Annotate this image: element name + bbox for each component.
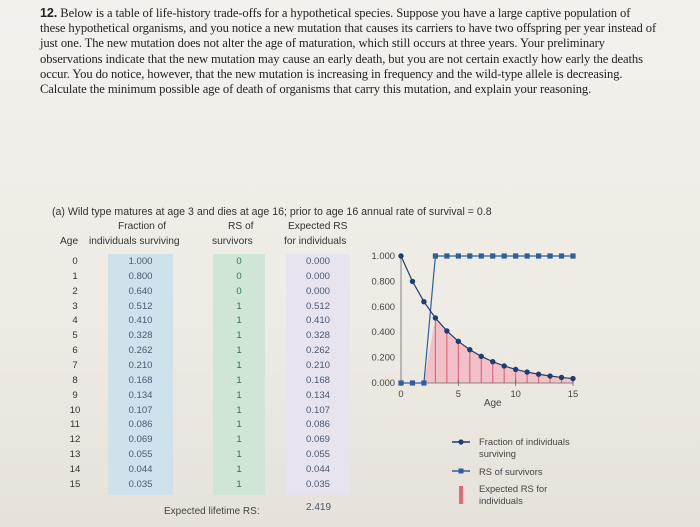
row-0-age: 0 (72, 256, 78, 267)
expected-lifetime-rs-label: Expected lifetime RS: (164, 506, 260, 517)
row-0-fraction: 1.000 (128, 256, 153, 267)
rs-survivors-point-10 (513, 253, 518, 258)
rs-survivors-point-9 (502, 253, 507, 258)
rs-survivors-point-4 (444, 253, 449, 258)
rs-survivors-point-11 (525, 253, 530, 258)
fraction-surviving-point-0 (398, 253, 403, 258)
row-8-rs: 1 (236, 374, 242, 386)
row-5-age: 5 (72, 330, 78, 342)
row-12-age: 12 (69, 434, 81, 446)
header-expected-2: for individuals (284, 236, 347, 247)
row-2-age: 2 (72, 285, 78, 297)
header-rs-1: RS of (228, 221, 254, 232)
row-15-age: 15 (69, 478, 81, 490)
fraction-surviving-point-15 (570, 376, 575, 381)
row-7-age: 7 (72, 359, 78, 371)
y-tick-label-5: 1.000 (371, 250, 395, 261)
header-fraction-1: Fraction of (118, 221, 167, 232)
fraction-surviving-point-4 (444, 328, 449, 333)
row-6-age: 6 (72, 345, 78, 357)
row-4-fraction: 0.410 (128, 315, 153, 327)
row-12-rs: 1 (236, 434, 242, 446)
survival-chart (360, 240, 580, 410)
row-7-expected: 0.210 (305, 359, 330, 371)
fraction-surviving-point-9 (502, 363, 507, 368)
row-6-fraction: 0.262 (128, 345, 153, 357)
row-5-expected: 0.328 (305, 330, 330, 342)
row-5-rs: 1 (236, 330, 242, 342)
row-0-expected: 0.000 (305, 256, 330, 267)
row-3-fraction: 0.512 (128, 300, 153, 312)
row-8-fraction: 0.168 (128, 374, 153, 386)
row-6-rs: 1 (236, 345, 242, 357)
legend-marker-fraction (458, 439, 463, 444)
rs-survivors-point-15 (570, 253, 575, 258)
fraction-surviving-point-1 (410, 279, 415, 284)
fraction-surviving-point-3 (433, 315, 438, 320)
fraction-surviving-point-2 (421, 299, 426, 304)
row-3-rs: 1 (236, 300, 242, 312)
row-4-age: 4 (72, 315, 78, 327)
x-tick-label-2: 10 (510, 388, 521, 399)
fraction-surviving-point-10 (513, 367, 518, 372)
legend-marker-expected (459, 486, 463, 504)
row-9-fraction: 0.134 (128, 389, 153, 401)
y-tick-label-1: 0.200 (371, 351, 395, 363)
row-13-rs: 1 (236, 449, 242, 461)
row-6-expected: 0.262 (305, 345, 330, 357)
question-12 (40, 6, 658, 97)
question-number: 12. (40, 6, 58, 20)
row-9-expected: 0.134 (305, 389, 330, 401)
row-13-fraction: 0.055 (128, 449, 153, 461)
row-4-rs: 1 (236, 315, 242, 327)
row-15-rs: 1 (236, 478, 242, 490)
header-expected-1: Expected RS (288, 221, 348, 232)
legend-label-rs: RS of survivors (479, 466, 543, 477)
fraction-surviving-point-7 (479, 354, 484, 359)
y-tick-label-0: 0.000 (371, 377, 395, 388)
x-tick-label-1: 5 (455, 388, 461, 399)
expected-lifetime-rs-value: 2.419 (306, 502, 332, 513)
header-fraction-2: individuals surviving (89, 236, 180, 247)
x-tick-label-3: 15 (567, 388, 579, 399)
fraction-surviving-point-14 (559, 375, 564, 380)
rs-survivors-point-0 (398, 380, 403, 385)
y-tick-label-2: 0.400 (371, 326, 395, 338)
legend-label-fraction: Fraction of individuals surviving (479, 436, 570, 459)
row-15-expected: 0.035 (305, 478, 330, 490)
row-7-fraction: 0.210 (128, 359, 153, 371)
row-1-age: 1 (72, 270, 78, 282)
rs-survivors-point-2 (421, 380, 426, 385)
row-11-fraction: 0.086 (128, 419, 153, 431)
rs-survivors-point-7 (479, 253, 484, 258)
row-11-rs: 1 (236, 419, 242, 431)
row-4-expected: 0.410 (305, 315, 330, 327)
row-8-expected: 0.168 (305, 374, 330, 386)
row-11-age: 11 (70, 419, 80, 431)
row-14-age: 14 (69, 463, 81, 475)
rs-survivors-point-8 (490, 253, 495, 258)
fraction-surviving-point-13 (547, 373, 552, 378)
row-2-fraction: 0.640 (128, 285, 153, 297)
row-10-expected: 0.107 (305, 404, 330, 416)
fraction-surviving-point-6 (467, 347, 472, 352)
row-12-expected: 0.069 (305, 434, 330, 446)
header-age: Age (60, 236, 79, 247)
row-1-expected: 0.000 (305, 270, 330, 282)
row-9-age: 9 (72, 389, 78, 401)
row-11-expected: 0.086 (305, 419, 330, 431)
rs-survivors-point-14 (559, 253, 564, 258)
row-3-expected: 0.512 (305, 300, 330, 312)
row-10-age: 10 (69, 404, 81, 416)
rs-survivors-point-12 (536, 253, 541, 258)
row-1-rs: 0 (236, 270, 242, 282)
row-13-age: 13 (69, 449, 81, 461)
rs-survivors-point-3 (433, 253, 438, 258)
x-axis-label: Age (483, 398, 502, 409)
row-1-fraction: 0.800 (128, 270, 153, 282)
legend-label-expected: Expected RS for individuals (479, 483, 548, 506)
y-tick-label-4: 0.800 (371, 275, 395, 287)
rs-survivors-point-6 (467, 253, 472, 258)
legend-marker-rs (459, 469, 464, 474)
fraction-surviving-point-5 (456, 339, 461, 344)
fraction-surviving-point-8 (490, 359, 495, 364)
row-8-age: 8 (72, 374, 78, 386)
row-10-fraction: 0.107 (128, 404, 153, 416)
row-14-rs: 1 (236, 463, 242, 475)
row-14-fraction: 0.044 (128, 463, 153, 475)
rs-survivors-point-1 (410, 380, 415, 385)
fraction-surviving-point-12 (536, 372, 541, 377)
row-13-expected: 0.055 (305, 449, 330, 461)
row-12-fraction: 0.069 (128, 434, 153, 446)
header-rs-2: survivors (212, 236, 253, 247)
x-tick-label-0: 0 (398, 388, 404, 399)
row-5-fraction: 0.328 (128, 330, 153, 342)
y-tick-label-3: 0.600 (371, 300, 395, 312)
fraction-surviving-point-11 (524, 369, 529, 374)
rs-survivors-point-5 (456, 253, 461, 258)
row-9-rs: 1 (236, 389, 242, 401)
row-10-rs: 1 (236, 404, 242, 416)
row-7-rs: 1 (236, 359, 242, 371)
rs-survivors-point-13 (547, 253, 552, 258)
row-2-expected: 0.000 (305, 285, 330, 297)
row-0-rs: 0 (236, 256, 242, 267)
row-3-age: 3 (72, 300, 78, 312)
row-2-rs: 0 (236, 285, 242, 297)
row-14-expected: 0.044 (305, 463, 330, 475)
row-15-fraction: 0.035 (128, 478, 153, 490)
question-text: Below is a table of life-history trade-offs for a hypothetical species. Suppose you have a large captive population of these hypothetical organisms, and you notice a new mutation that causes its carriers to have two offspring per year instead of just one. The new mutation does not alter the age of maturation, which still occurs at three years. Your preliminary observations indicate that the new mutation may cause an early death, but you are not certain exactly how early the deaths occur. You do notice, however, that the new mutation is increasing in frequency and the wild-type allele is decreasing. Calculate the minimum possible age of death of organisms that carry this mutation, and explain your reasoning. (40, 6, 657, 97)
legend-swatches (450, 436, 472, 506)
part-a-caption: (a) Wild type matures at age 3 and dies at age 16; prior to age 16 annual rate of survival = 0.8 (52, 206, 492, 218)
